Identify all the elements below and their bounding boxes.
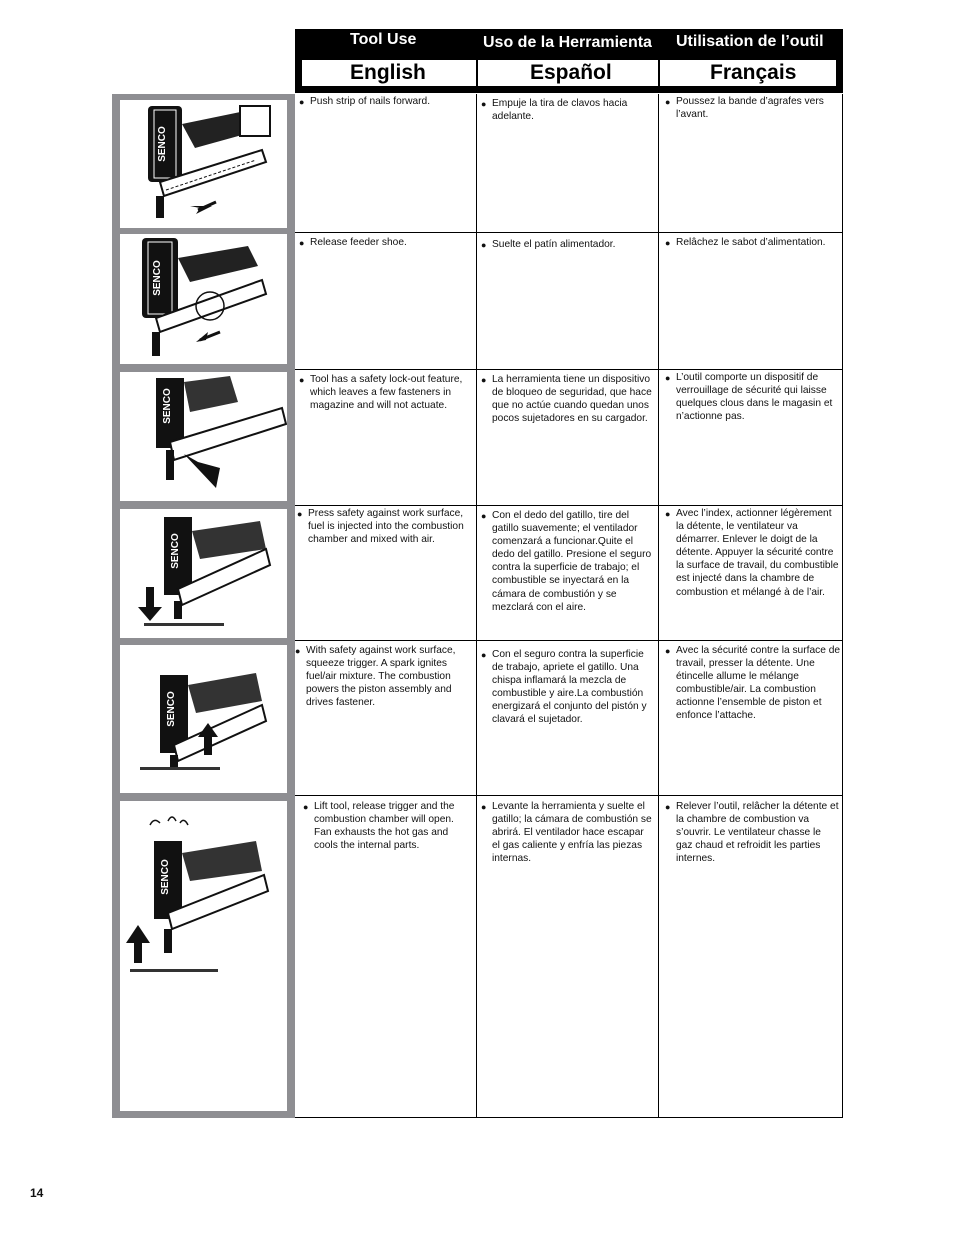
senco-logo: SENCO — [152, 260, 163, 296]
senco-logo: SENCO — [170, 533, 181, 569]
bullet-icon: ● — [481, 802, 487, 812]
row1-french: ● Poussez la bande d’agrafes vers l’avant. — [665, 96, 824, 121]
instruction-table — [295, 94, 843, 1118]
row6-english: ● Lift tool, release trigger and the combustion chamber will open. Fan exhausts the hot gas and cools the internal parts. — [303, 801, 455, 852]
row6-french: ● Relever l’outil, relâcher la détente et la chambre de combustion va s’ouvrir. Le ventilateur chasse le gaz chaud et refroidit les parties internes. — [665, 801, 839, 865]
bullet-icon: ● — [299, 238, 305, 248]
row-divider — [295, 505, 843, 506]
senco-logo: SENCO — [157, 126, 168, 162]
header-language-spanish: Español — [530, 61, 612, 84]
illustration-safety-lockout — [120, 372, 287, 501]
bullet-icon: ● — [665, 373, 671, 383]
row4-french: ● Avec l’index, actionner légèrement la détente, le ventilateur va démarrer. Enlever le doigt de la détente. Appuyer la sécurité contre la surface de travail, du combustible est injecté dans la chambre de combustion et mélangé à de l’air. — [665, 508, 839, 598]
row-divider — [295, 369, 843, 370]
row-divider — [295, 232, 843, 233]
senco-logo: SENCO — [166, 691, 177, 727]
illustration-press-safety — [120, 509, 287, 638]
row4-spanish: ● Con el dedo del gatillo, tire del gatillo suavemente; el ventilador comenzará a funcionar.Quite el dedo del gatillo. Presione el seguro contra la superficie de trabajo; el combustible se inyectará en la cámara de combustión y se mezclará con el aire. — [481, 510, 652, 613]
column-divider — [842, 94, 843, 1118]
row3-french: ● L’outil comporte un dispositif de verrouillage de sécurité qui laisse quelques clous dans le magasin et n’actionne pas. — [665, 372, 833, 423]
bullet-icon: ● — [481, 375, 487, 385]
row-divider — [295, 795, 843, 796]
bullet-icon: ● — [303, 802, 309, 812]
bullet-icon: ● — [481, 650, 487, 660]
header-box-french — [659, 59, 837, 87]
row6-spanish: ● Levante la herramienta y suelte el gatillo; la cámara de combustión se abrirá. El ventilador hace escapar el gas caliente y enfría las piezas internas. — [481, 801, 652, 865]
header-subtitle-english: Tool Use — [350, 31, 417, 48]
bullet-icon: ● — [297, 509, 303, 519]
bullet-icon: ● — [481, 99, 487, 109]
page-number: 14 — [30, 1186, 44, 1200]
header-box-english — [301, 59, 477, 87]
senco-logo: SENCO — [162, 388, 173, 424]
illustration-squeeze-trigger — [120, 645, 287, 793]
language-header — [295, 29, 843, 93]
senco-logo: SENCO — [160, 859, 171, 895]
row5-spanish: ● Con el seguro contra la superficie de trabajo, apriete el gatillo. Una chispa inflamará la mezcla de combustible y aire.La combustión energizará el conjunto del pistón y clavará el sujetador. — [481, 649, 647, 726]
row-divider — [295, 1117, 843, 1118]
illustration-lift-tool — [120, 801, 287, 1111]
bullet-icon: ● — [481, 511, 487, 521]
bullet-icon: ● — [299, 375, 305, 385]
row1-english: ● Push strip of nails forward. — [299, 95, 471, 108]
row5-french: ● Avec la sécurité contre la surface de travail, presser la détente. Une étincelle allume le mélange combustible/air. La combustion actionne l’ensemble de piston et enfonce l’attache. — [665, 645, 841, 722]
bullet-icon: ● — [299, 97, 305, 107]
row3-spanish: ● La herramienta tiene un dispositivo de bloqueo de seguridad, que hace que no actúe cuando quedan unos pocos sujetadores en su cargador. — [481, 374, 652, 425]
header-language-english: English — [350, 61, 426, 84]
row2-french: ● Relâchez le sabot d’alimentation. — [665, 236, 837, 249]
column-divider — [476, 94, 477, 1118]
illustration-push-nails — [120, 100, 287, 228]
header-subtitle-french: Utilisation de l’outil — [676, 33, 824, 50]
header-col-french — [659, 29, 837, 93]
bullet-icon: ● — [665, 238, 671, 248]
header-box-spanish — [477, 59, 659, 87]
row5-english: ● With safety against work surface, squeeze trigger. A spark ignites fuel/air mixture. The combustion powers the piston assembly and drives fastener. — [295, 645, 456, 709]
row2-english: ● Release feeder shoe. — [299, 236, 471, 249]
bullet-icon: ● — [665, 802, 671, 812]
row4-english: ● Press safety against work surface, fuel is injected into the combustion chamber and mixed with air. — [297, 508, 464, 546]
bullet-icon: ● — [665, 509, 671, 519]
column-divider — [658, 94, 659, 1118]
header-language-french: Français — [710, 61, 797, 84]
illustration-release-feeder — [120, 234, 287, 364]
row-divider — [295, 640, 843, 641]
header-col-spanish — [477, 29, 657, 93]
row2-spanish: ● Suelte el patín alimentador. — [481, 238, 653, 251]
row3-english: ● Tool has a safety lock-out feature, which leaves a few fasteners in magazine and will not actuate. — [299, 374, 463, 412]
bullet-icon: ● — [481, 240, 487, 250]
bullet-icon: ● — [665, 646, 671, 656]
header-col-english — [295, 29, 475, 93]
header-subtitle-spanish: Uso de la Herramienta — [483, 34, 652, 51]
row1-spanish: ● Empuje la tira de clavos hacia adelante. — [481, 98, 628, 123]
bullet-icon: ● — [665, 97, 671, 107]
bullet-icon: ● — [295, 646, 301, 656]
